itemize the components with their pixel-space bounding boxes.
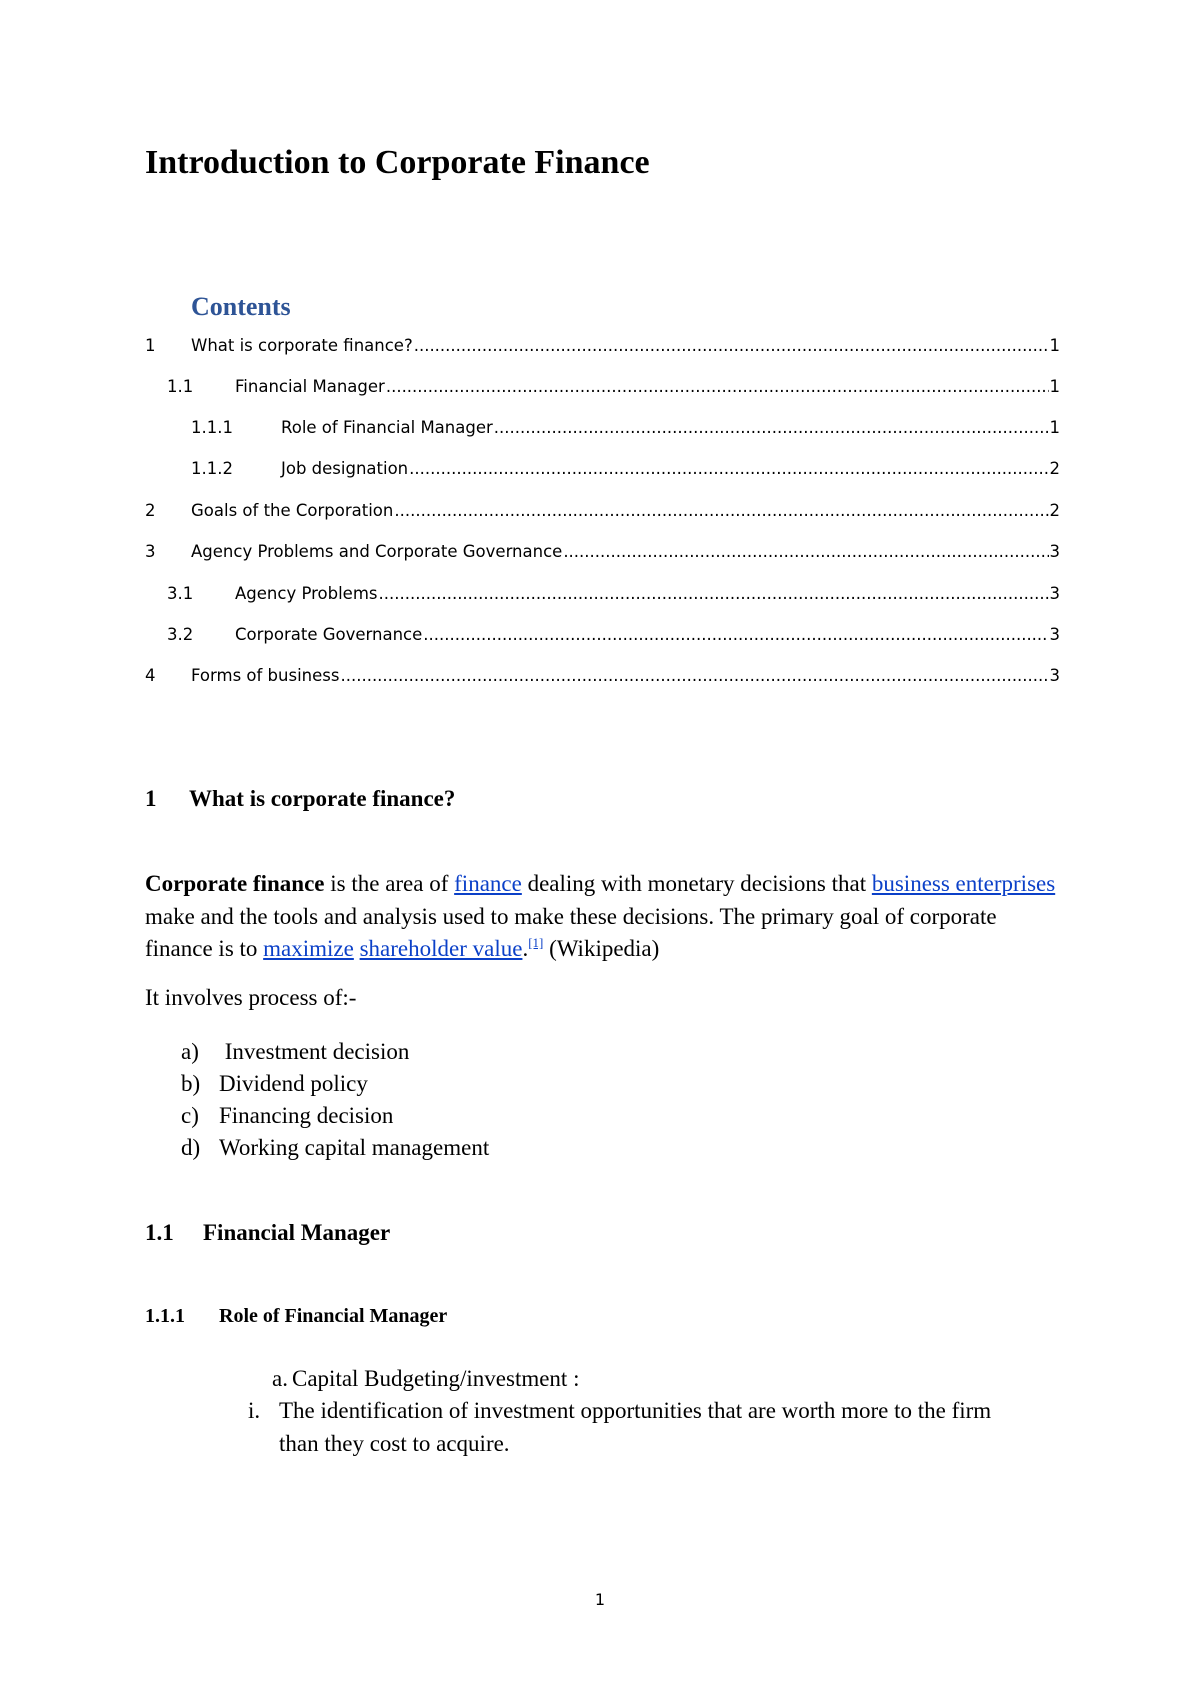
toc-entry-number: 3.1: [167, 583, 194, 603]
list-item: [181, 1072, 368, 1095]
toc-entry-label: Forms of business: [191, 665, 340, 685]
section-number: 1.1: [145, 1220, 174, 1245]
toc-entry[interactable]: [167, 373, 1060, 395]
toc-entry-label: Agency Problems and Corporate Governance: [191, 541, 563, 561]
toc-leader-dots: [394, 503, 1048, 520]
list-item-text: Dividend policy: [219, 1071, 368, 1096]
toc-entry[interactable]: [145, 662, 1060, 684]
list-item-text: Working capital management: [219, 1135, 490, 1160]
toc-entry-page: 2: [1049, 500, 1060, 520]
defined-term: Corporate finance: [145, 871, 325, 896]
toc-leader-dots: [340, 668, 1048, 685]
toc-leader-dots: [414, 338, 1049, 355]
section-number: 1: [145, 786, 157, 811]
list-item-text: The identification of investment opportunities that are worth more to the firm: [279, 1398, 992, 1423]
toc-entry-label: Financial Manager: [235, 376, 385, 396]
toc-entry-label: Agency Problems: [235, 583, 378, 603]
toc-entry-page: 3: [1049, 583, 1060, 603]
toc-heading: Contents: [191, 292, 291, 321]
section-title: Financial Manager: [203, 1220, 391, 1245]
section-title: What is corporate finance?: [189, 786, 456, 811]
subsubsection-heading: [145, 1306, 447, 1326]
list-marker: i.: [248, 1398, 261, 1423]
toc-entry-label: Job designation: [281, 458, 409, 478]
toc-entry-number: 1.1.2: [191, 458, 233, 478]
list-item-text: Capital Budgeting/investment :: [292, 1366, 580, 1391]
toc-entry-page: 3: [1049, 624, 1060, 644]
document-title: Introduction to Corporate Finance: [145, 144, 650, 181]
toc-entry[interactable]: [167, 580, 1060, 602]
list-item: [181, 1136, 489, 1159]
toc-entry-number: 1: [145, 335, 156, 355]
section-heading: [145, 787, 455, 810]
toc-entry-number: 3.2: [167, 624, 194, 644]
link-maximize[interactable]: maximize: [263, 936, 354, 961]
toc-entry-page: 3: [1049, 541, 1060, 561]
list-marker: d): [181, 1135, 201, 1160]
toc-entry-label: Goals of the Corporation: [191, 500, 394, 520]
toc-entry-label: Corporate Governance: [235, 624, 423, 644]
toc-entry-number: 3: [145, 541, 156, 561]
toc-entry-page: 2: [1049, 458, 1060, 478]
toc-leader-dots: [423, 627, 1048, 644]
toc-entry[interactable]: [145, 497, 1060, 519]
toc-entry[interactable]: [191, 414, 1060, 436]
list-item: [181, 1104, 393, 1127]
toc-entry-number: 1.1.1: [191, 417, 233, 437]
list-item-text: Financing decision: [219, 1103, 394, 1128]
toc-entry-page: 1: [1049, 417, 1060, 437]
toc-leader-dots: [494, 420, 1049, 437]
definition-paragraph: Corporate finance is the area of finance dealing with monetary decisions that business enterprises make and the tools and analysis used to make these decisions. The primary goal of corporate finance is to maximize shareholder value.[1] (Wikipedia): [145, 871, 1056, 961]
list-item-text: than they cost to acquire.: [279, 1431, 510, 1456]
list-item-text: Investment decision: [219, 1039, 410, 1064]
toc-entry-number: 4: [145, 665, 156, 685]
toc-leader-dots: [386, 379, 1049, 396]
link-finance[interactable]: finance: [454, 871, 522, 896]
subsection-heading: [145, 1221, 390, 1244]
list-marker: c): [181, 1103, 199, 1128]
toc-entry-page: 1: [1049, 376, 1060, 396]
process-intro: It involves process of:-: [145, 985, 357, 1010]
list-item: [272, 1367, 579, 1390]
toc-entry-page: 1: [1049, 335, 1060, 355]
toc-leader-dots: [379, 586, 1049, 603]
section-title: Role of Financial Manager: [219, 1305, 448, 1327]
toc-entry[interactable]: [145, 332, 1060, 354]
toc-entry-label: Role of Financial Manager: [281, 417, 493, 437]
list-item: [181, 1040, 409, 1063]
toc-entry-label: What is corporate finance?: [191, 335, 413, 355]
toc-entry[interactable]: [167, 621, 1060, 643]
toc-entry[interactable]: [145, 538, 1060, 560]
toc-entry-number: 2: [145, 500, 156, 520]
toc-leader-dots: [409, 461, 1048, 478]
list-marker: b): [181, 1071, 201, 1096]
citation-link[interactable]: [1]: [528, 935, 544, 950]
toc-entry-page: 3: [1049, 665, 1060, 685]
list-marker: a): [181, 1039, 199, 1064]
page-number: 1: [594, 1590, 606, 1609]
toc-entry-number: 1.1: [167, 376, 194, 396]
list-marker: a.: [272, 1366, 288, 1391]
toc-entry[interactable]: [191, 455, 1060, 477]
link-business-enterprises[interactable]: business enterprises: [871, 871, 1056, 896]
link-shareholder-value[interactable]: shareholder value: [359, 936, 523, 961]
section-number: 1.1.1: [145, 1305, 185, 1327]
toc-leader-dots: [563, 544, 1048, 561]
